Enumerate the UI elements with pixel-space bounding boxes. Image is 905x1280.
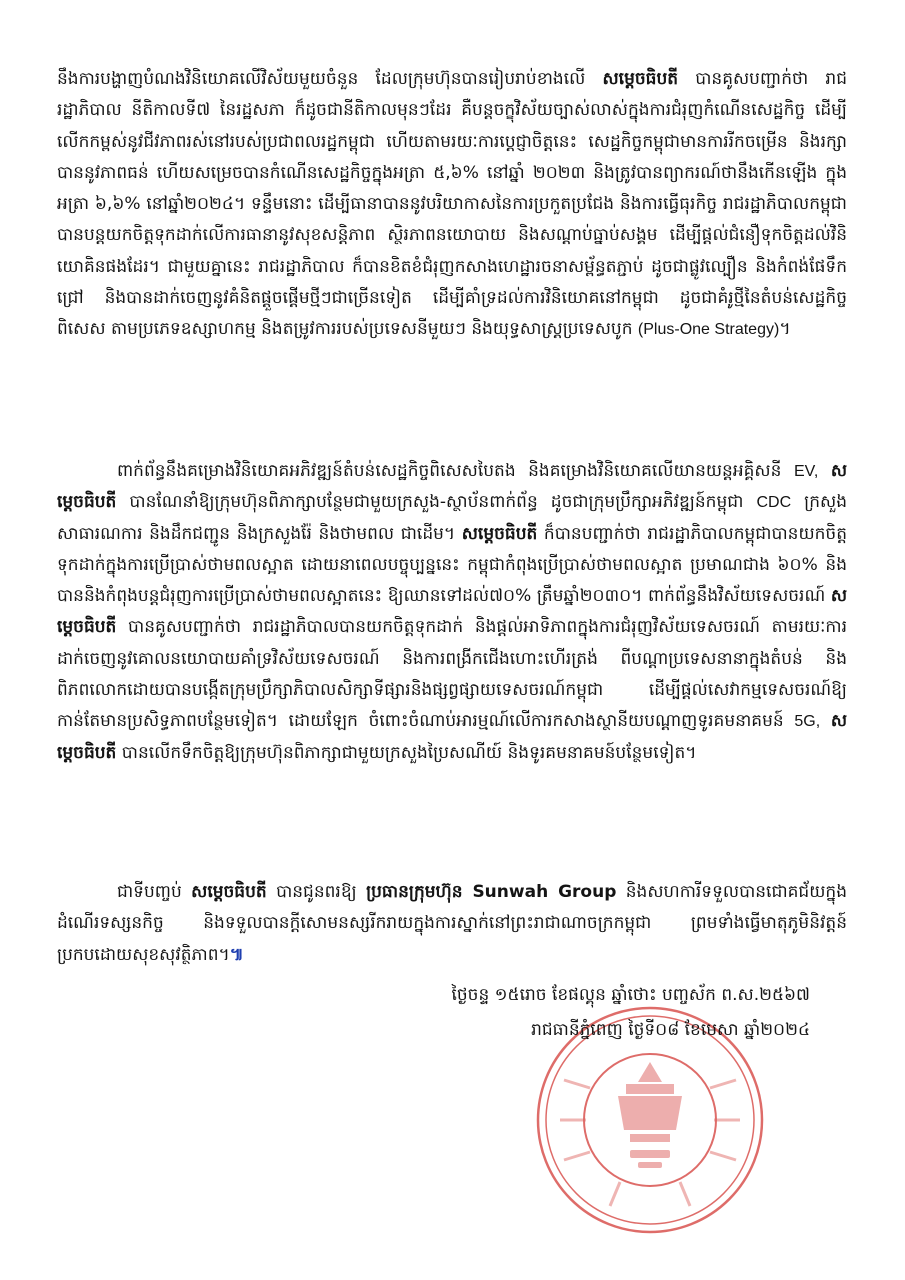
title-samdech-thipadei: សម្តេចធិបតី (461, 523, 538, 544)
paragraph-text: បានលើកទឹកចិត្តឱ្យក្រុមហ៊ុនពិភាក្សាជាមួយក្រសួងប្រៃសណីយ៍ និងទូរគមនាគមន៍បន្ថែមទៀត។ (116, 742, 697, 763)
paragraph-closing (57, 877, 847, 971)
date-signoff (452, 978, 811, 1048)
5g-text: 5G, (794, 713, 821, 731)
title-samdech-thipadei: សម្តេចធិបតី (602, 69, 679, 89)
paragraph-text: ក៏បានបញ្ជាក់ថា រាជរដ្ឋាភិបាលកម្ពុជាបានយកចិត្តទុកដាក់ក្នុងការប្រើប្រាស់ថាមពលស្អាត ដោយនាពេលបច្ចុប្បន្ននេះ កម្ពុជាកំពុងប្រើប្រាស់ថាមពលស្អាត ប្រមាណជាង ៦០% និងបាននិងកំពុងបន្តជំរុញការប្រើប្រាស់ថាមពលស្អាតនេះ ឱ្យឈានទៅដល់៧០% ត្រឹមឆ្នាំ២០៣០។ ពាក់ព័ន្ធនឹងវិស័យទេសចរណ៍ (57, 523, 847, 607)
lunar-date: ថ្ងៃចន្ទ ១៥រោច ខែផល្គុន ឆ្នាំថោះ បញ្ចស័ក ព.ស.២៥៦៧ (451, 985, 810, 1005)
title-samdech-thipadei: សម្តេចធិបតី (57, 586, 847, 638)
title-samdech-thipadei: សម្តេចធិបតី (191, 882, 267, 902)
cdc-text: CDC (756, 494, 792, 512)
title-samdech-thipadei: សម្តេចធិបតី (57, 711, 848, 763)
paragraph-text: ។ (779, 319, 791, 340)
paragraph-text: បានគូសបញ្ជាក់ថា រាជរដ្ឋាភិបាលបានយកចិត្តទុកដាក់ និងផ្តល់អាទិភាពក្នុងការជំរុញវិស័យទេសចរណ៍ តាមរយៈការដាក់ចេញនូវគោលនយោបាយគាំទ្រវិស័យទេសចរណ៍ និងការពង្រីកជើងហោះហើរត្រង់ ពីបណ្តាប្រទេសនានាក្នុងតំបន់ និងពិភពលោកដោយបានបង្កើតក្រុមប្រឹក្សាភិបាលសិក្សាទីផ្សារនិងផ្សព្វផ្សាយទេសចរណ៍កម្ពុជា ដើម្បីផ្តល់សេវាកម្មទេសចរណ៍ឱ្យកាន់តែមានប្រសិទ្ធភាពបន្ថែមទៀត។ ដោយឡែក ចំពោះចំណាប់អារម្មណ៍លើការកសាងស្ថានីយបណ្តាញទូរគមនាគមន៍ (57, 617, 847, 732)
ev-text: EV, (793, 463, 819, 480)
paragraph-text: នឹងការបង្ហាញបំណងវិនិយោគលើវិស័យមួយចំនួន ដែលក្រុមហ៊ុនបានរៀបរាប់ខាងលើ (57, 69, 603, 89)
paragraph-ev-energy-tourism (57, 456, 847, 769)
end-of-text-mark: ៕ (229, 944, 244, 965)
paragraph-text: និងសហការីទទួលបានជោគជ័យក្នុងដំណើរទស្សនកិច្ច និងទទួលបានក្តីសោមនស្សរីករាយក្នុងការស្នាក់នៅព្រះរាជាណាចក្រកម្ពុជា ព្រមទាំងធ្វើមាតុភូមិនិវត្តន៍ប្រកបដោយសុខសុវត្ថិភាព។ (57, 882, 847, 965)
company-chairman-name: ប្រធានក្រុមហ៊ុន Sunwah Group (366, 882, 617, 902)
paragraph-investment-overview (57, 64, 847, 346)
paragraph-text: ពាក់ព័ន្ធនឹងគម្រោងវិនិយោគអភិវឌ្ឍន៍តំបន់សេដ្ឋកិច្ចពិសេសបៃតង និងគម្រោងវិនិយោគលើយានយន្តអគ្គិសនី (117, 461, 794, 481)
paragraph-text: បានគូសបញ្ជាក់ថា រាជរដ្ឋាភិបាល នីតិកាលទី៧ នៃរដ្ឋសភា ក៏ដូចជានីតិកាលមុនៗដែរ គឺបន្តចក្ខុវិស័យច្បាស់លាស់ក្នុងការជំរុញកំណើនសេដ្ឋកិច្ច ដើម្បីលើកកម្ពស់នូវជីវភាពរស់នៅរបស់ប្រជាពលរដ្ឋកម្ពុជា ហើយតាមរយៈការប្តេជ្ញាចិត្តនេះ សេដ្ឋកិច្ចកម្ពុជាមានការរីកចម្រើន និងរក្សាបាននូវភាពធន់ ហើយសម្រេចបានកំណើនសេដ្ឋកិច្ចក្នុងអត្រា ៥,៦% នៅឆ្នាំ ២០២៣ និងត្រូវបានព្យាករណ៍ថានឹងកើនឡើង ក្នុងអត្រា ៦,៦% នៅឆ្នាំ២០២៤។ ទន្ទឹមនោះ ដើម្បីធានាបាននូវបរិយាកាសនៃការប្រកួតប្រជែង និងការធ្វើធុរកិច្ច រាជរដ្ឋាភិបាលកម្ពុជាបានបន្តយកចិត្តទុកដាក់លើការធានានូវសុខសន្តិភាព ស្ថិរភាពនយោបាយ និងសណ្តាប់ធ្នាប់សង្គម ដើម្បីផ្តល់ជំនឿទុកចិត្តដល់វិនិយោគិនផងដែរ។ ជាមួយគ្នានេះ រាជរដ្ឋាភិបាល ក៏បានខិតខំជំរុញកសាងហេដ្ឋារចនាសម្ព័ន្ធតភ្ជាប់ ដូចជាផ្លូវល្បឿន និងកំពង់ផែទឹកជ្រៅ និងបានដាក់ចេញនូវគំនិតផ្តួចផ្តើមថ្មីៗជាច្រើនទៀត ដើម្បីគាំទ្រដល់ការវិនិយោគនៅកម្ពុជា ដូចជាគំរូថ្មីនៃតំបន់សេដ្ឋកិច្ចពិសេស តាមប្រភេទឧស្សាហកម្ម និងតម្រូវការរបស់ប្រទេសនីមួយៗ និងយុទ្ធសាស្ត្រប្រទេសបូក (57, 69, 847, 340)
solar-date: រាជធានីភ្នំពេញ ថ្ងៃទី០៨ ខែមេសា ឆ្នាំ២០២៤ (531, 1020, 810, 1040)
paragraph-text: ជាទីបញ្ចប់ (117, 882, 192, 902)
paragraph-text: បានជូនពរឱ្យ (266, 882, 367, 902)
paragraph-text: បានណែនាំឱ្យក្រុមហ៊ុនពិភាក្សាបន្ថែមជាមួយក្រសួង-ស្ថាប័នពាក់ព័ន្ធ ដូចជាក្រុមប្រឹក្សាអភិវឌ្ឍន៍កម្ពុជា (116, 492, 757, 513)
plus-one-strategy-text: (Plus-One Strategy) (637, 321, 780, 339)
title-samdech-thipadei: សម្តេចធិបតី (57, 461, 848, 513)
paragraph-text: ក្រសួងសាធារណការ និងដឹកជញ្ជូន និងក្រសួងរ៉ែ និងថាមពល ជាដើម។ (57, 492, 847, 544)
